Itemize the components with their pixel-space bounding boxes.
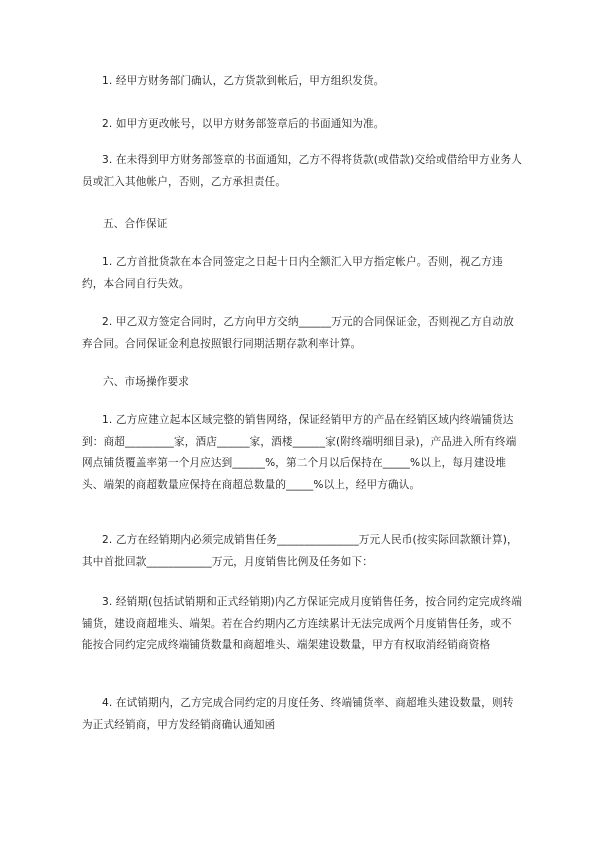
clause-trial-period: 4. 在试销期内，乙方完成合同约定的月度任务、终端铺货率、商超堆头建设数量，则转为正式经销商，甲方发经销商确认通知函 — [82, 697, 514, 731]
section-heading-cooperation-guarantee: 五、合作保证 — [103, 218, 168, 230]
section-heading-market-operation: 六、市场操作要求 — [103, 376, 189, 388]
clause-sales-target: 2. 乙方在经销期内必须完成销售任务_______________万元人民币(按实际回款额计算)，其中首批回款____________万元，月度销售比例及任务如下： — [82, 534, 518, 568]
clause-sales-network: 1. 乙方应建立起本区域完整的销售网络，保证经销甲方的产品在经销区域内终端铺货达到：商超_________家，酒店______家，酒楼______家(附终端明细目录)，产品进入所有终端网点铺货覆盖率第一个月应达到______%，第二个月以后保持在_____%以上，每月建设堆头、端架的商超数量应保持在商超总数量的_____%以上，经甲方确认。 — [82, 414, 517, 491]
clause-first-payment: 1. 乙方首批货款在本合同签定之日起十日内全额汇入甲方指定帐户。否则，视乙方违约，本合同自行失效。 — [82, 256, 503, 290]
clause-payment-confirmation: 1. 经甲方财务部门确认，乙方货款到帐后，甲方组织发货。 — [102, 75, 385, 87]
clause-monthly-task: 3. 经销期(包括试销期和正式经销期)内乙方保证完成月度销售任务，按合同约定完成终端铺货，建设商超堆头、端架。若在合约期内乙方连续累计无法完成两个月度销售任务，或不能按合同约定完成终端铺货数量和商超堆头、端架建设数量，甲方有权取消经销商资格 — [82, 596, 523, 651]
clause-account-change: 2. 如甲方更改帐号，以甲方财务部签章后的书面通知为准。 — [102, 118, 385, 130]
clause-payment-restriction: 3. 在未得到甲方财务部签章的书面通知，乙方不得将货款(或借款)交给或借给甲方业务人员或汇入其他帐户，否则，乙方承担责任。 — [82, 154, 523, 188]
clause-contract-deposit: 2. 甲乙双方签定合同时，乙方向甲方交纳______万元的合同保证金，否则视乙方自动放弃合同。合同保证金利息按照银行同期活期存款利率计算。 — [82, 316, 514, 350]
